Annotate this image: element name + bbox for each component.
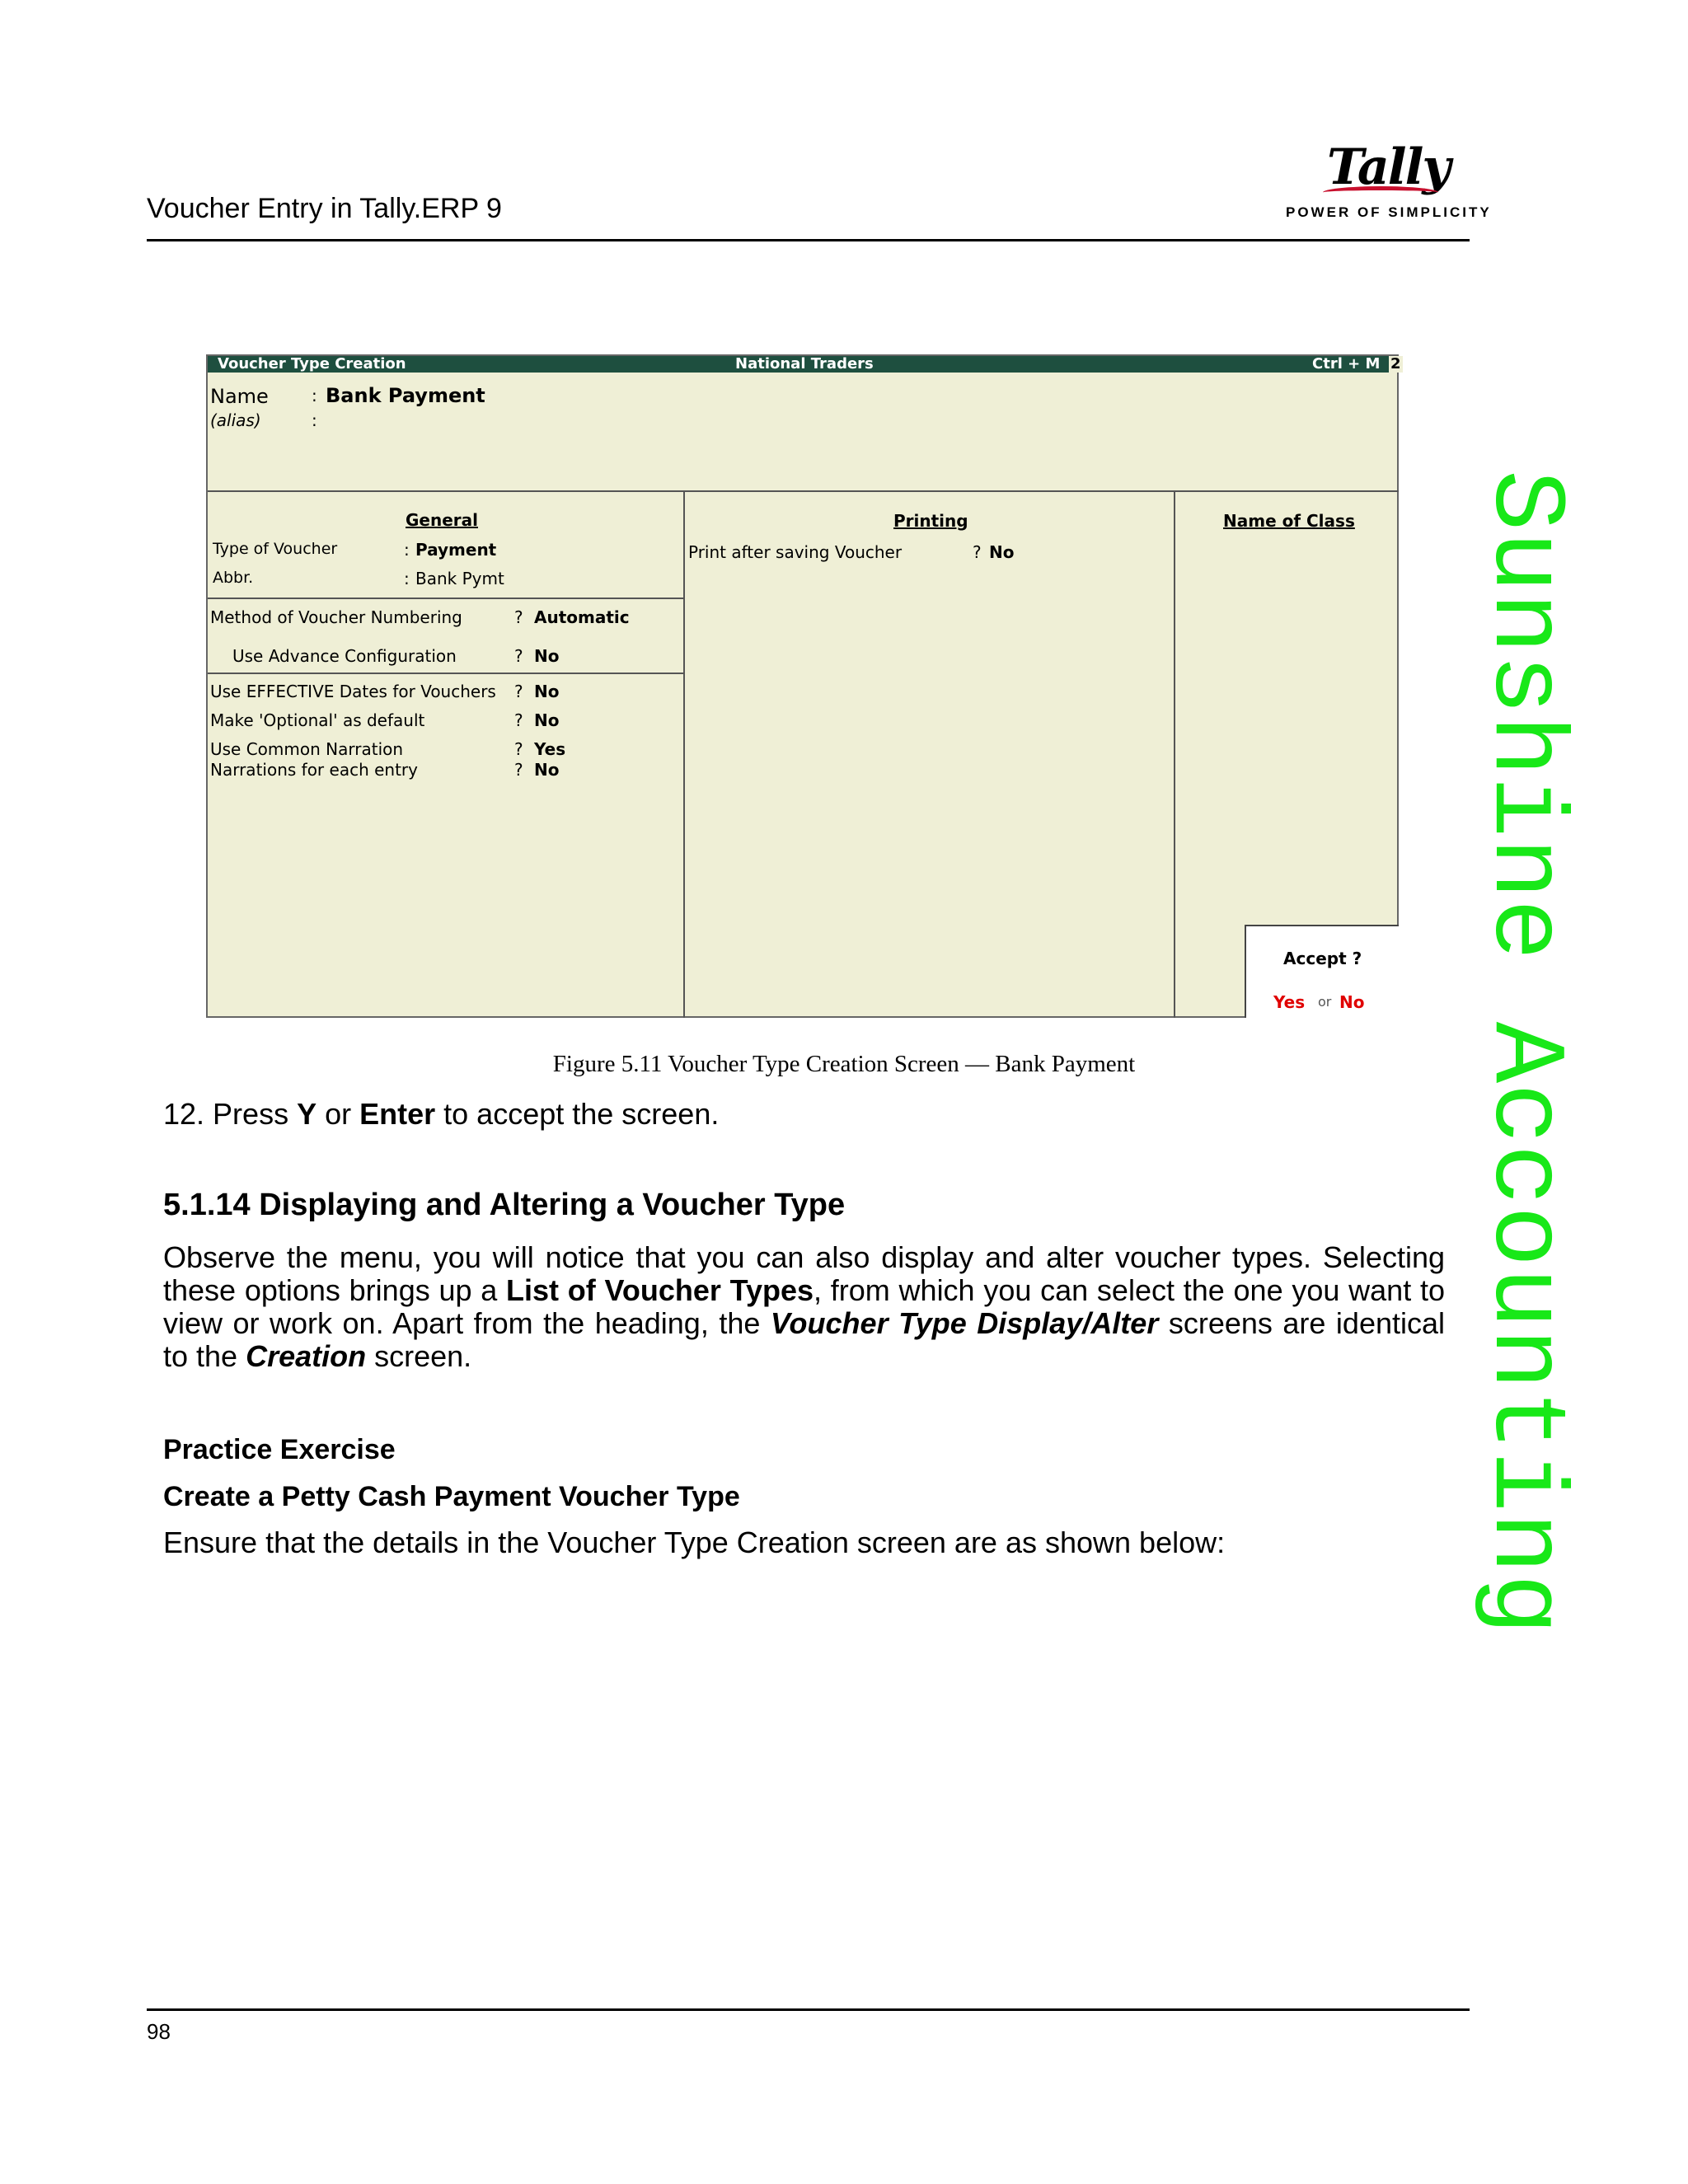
practice-heading: Practice Exercise (163, 1434, 396, 1465)
logo-wordmark: Tally (1327, 138, 1450, 196)
accept-question: Accept ? (1283, 949, 1362, 968)
numbering-value[interactable]: Automatic (534, 607, 630, 627)
section-paragraph: Observe the menu, you will notice that you can also display and alter voucher types. Selecting these options brings up a List of Voucher Types, from which you can select the one you want to view or work on. Apart from the heading, the Voucher Type Display/Alter screens are identical to the Creation screen. (163, 1240, 1446, 1373)
alias-label: (alias) (210, 410, 261, 430)
type-of-voucher-label: Type of Voucher (213, 540, 338, 558)
optional-default-label: Make 'Optional' as default (210, 710, 425, 730)
voucher-type-creation-screen (206, 354, 1399, 1018)
shortcut-hint: Ctrl + M (1312, 355, 1381, 373)
printing-heading: Printing (893, 511, 968, 531)
abbr-colon: : (404, 569, 410, 588)
accept-yes-button[interactable]: Yes (1273, 992, 1306, 1012)
advance-config-value[interactable]: No (534, 646, 560, 666)
optional-default-q: ? (514, 710, 523, 730)
name-of-class-heading: Name of Class (1223, 511, 1355, 531)
advance-config-label: Use Advance Configuration (232, 646, 457, 666)
name-label: Name (210, 385, 269, 408)
narration-each-entry-value[interactable]: No (534, 760, 560, 780)
section-heading: 5.1.14 Displaying and Altering a Voucher Type (163, 1188, 846, 1222)
general-heading: General (406, 510, 478, 530)
divider-general-1 (208, 598, 684, 599)
logo-swoosh-icon (1323, 186, 1438, 199)
common-narration-q: ? (514, 739, 523, 759)
practice-subheading: Create a Petty Cash Payment Voucher Type (163, 1481, 740, 1512)
figure-caption: Figure 5.11 Voucher Type Creation Screen — Bank Payment (552, 1051, 1136, 1077)
header-rule (147, 239, 1470, 241)
step-12: 12. Press Y or Enter to accept the screen. (163, 1097, 720, 1131)
logo-tagline: POWER OF SIMPLICITY (1286, 204, 1492, 220)
effective-dates-value[interactable]: No (534, 682, 560, 701)
abbr-label: Abbr. (213, 569, 254, 587)
numbering-q: ? (514, 607, 523, 627)
effective-dates-q: ? (514, 682, 523, 701)
page-number: 98 (147, 2019, 171, 2044)
screen-title: Voucher Type Creation (218, 355, 406, 373)
company-name: National Traders (735, 355, 874, 373)
type-of-voucher-value[interactable]: Payment (415, 540, 497, 560)
accept-dialog (1245, 925, 1399, 1018)
numbering-label: Method of Voucher Numbering (210, 607, 462, 627)
tally-logo (1286, 138, 1492, 225)
watermark: Sunshine Accounting (1465, 470, 1581, 1635)
common-narration-value[interactable]: Yes (534, 739, 566, 759)
accept-no-button[interactable]: No (1339, 992, 1365, 1012)
practice-text: Ensure that the details in the Voucher Type Creation screen are as shown below: (163, 1526, 1226, 1559)
accept-or: or (1318, 994, 1332, 1010)
name-field[interactable]: Bank Payment (326, 384, 485, 407)
print-after-saving-label: Print after saving Voucher (688, 542, 903, 562)
divider-col2 (1174, 490, 1175, 1018)
alias-colon: : (312, 410, 317, 430)
common-narration-label: Use Common Narration (210, 739, 404, 759)
optional-default-value[interactable]: No (534, 710, 560, 730)
running-header-title: Voucher Entry in Tally.ERP 9 (147, 193, 502, 224)
advance-config-q: ? (514, 646, 523, 666)
narration-each-entry-label: Narrations for each entry (210, 760, 418, 780)
divider-col1 (683, 490, 685, 1018)
divider-general-2 (208, 673, 684, 674)
narration-each-entry-q: ? (514, 760, 523, 780)
abbr-value[interactable]: Bank Pymt (415, 569, 504, 588)
print-after-saving-q: ? (973, 542, 982, 562)
effective-dates-label: Use EFFECTIVE Dates for Vouchers (210, 682, 496, 701)
shortcut-hint-cut: 2 (1390, 355, 1401, 373)
name-colon: : (312, 386, 317, 405)
type-colon: : (404, 540, 410, 560)
print-after-saving-value[interactable]: No (989, 542, 1015, 562)
screen-title-bar (208, 355, 1401, 373)
footer-rule (147, 2008, 1470, 2011)
divider-top (208, 490, 1399, 492)
